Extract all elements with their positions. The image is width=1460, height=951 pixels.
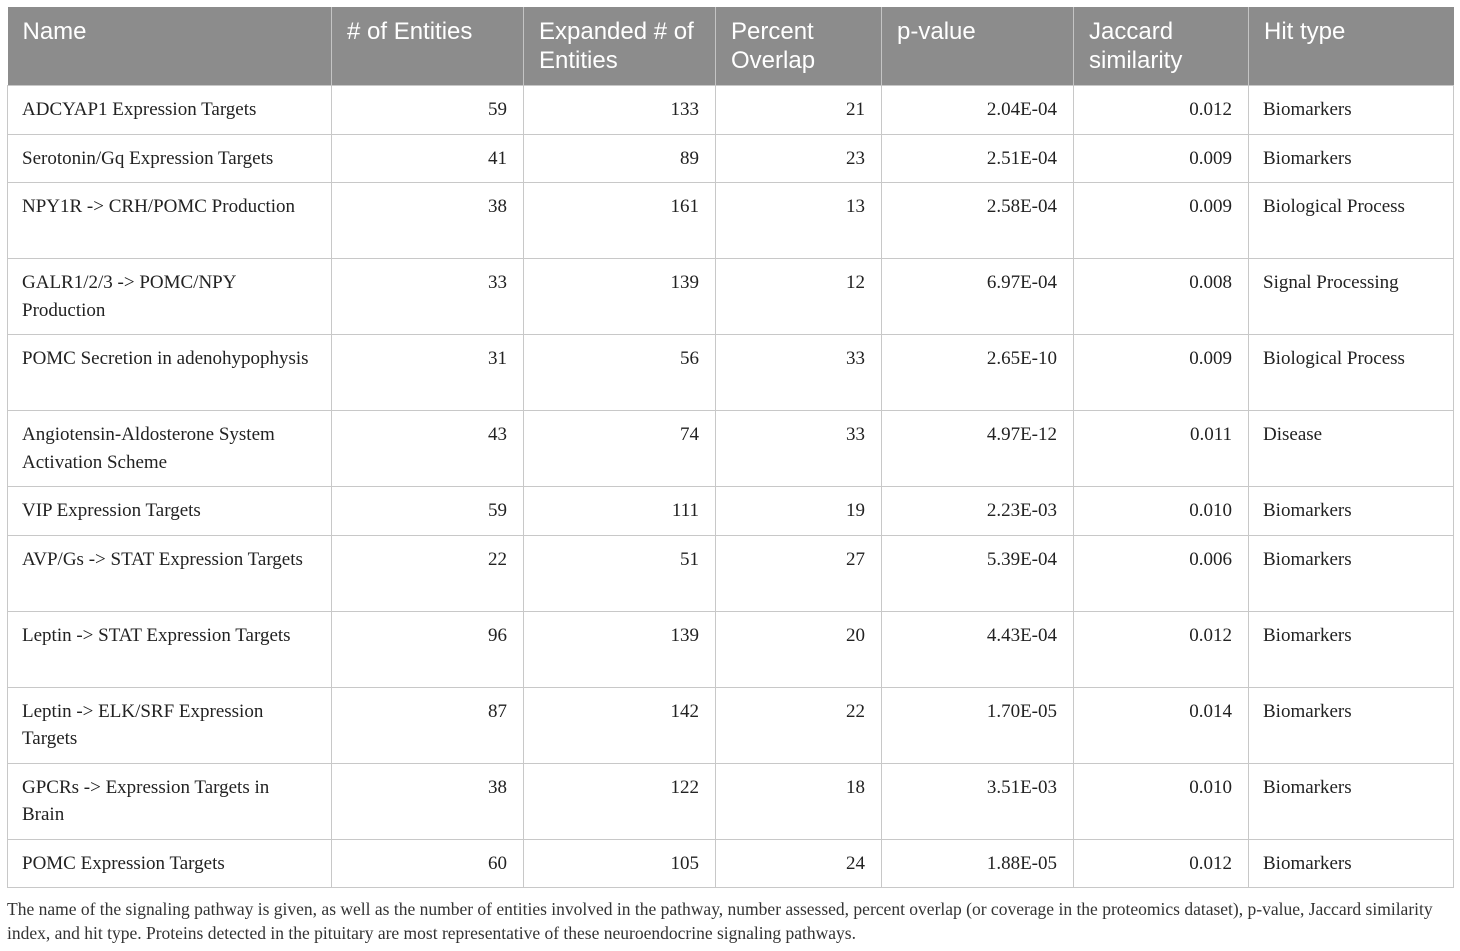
cell-hit-type: Biomarkers	[1249, 535, 1454, 611]
cell-overlap: 19	[716, 487, 882, 536]
cell-jaccard: 0.006	[1074, 535, 1249, 611]
cell-hit-type: Signal Processing	[1249, 259, 1454, 335]
cell-entities: 87	[332, 687, 524, 763]
cell-overlap: 21	[716, 86, 882, 135]
cell-p-value: 6.97E-04	[882, 259, 1074, 335]
cell-jaccard: 0.010	[1074, 763, 1249, 839]
cell-p-value: 3.51E-03	[882, 763, 1074, 839]
cell-overlap: 22	[716, 687, 882, 763]
cell-entities: 33	[332, 259, 524, 335]
cell-expanded: 56	[524, 335, 716, 411]
cell-name: Serotonin/Gq Expression Targets	[8, 134, 332, 183]
cell-entities: 60	[332, 839, 524, 888]
cell-entities: 96	[332, 611, 524, 687]
cell-p-value: 5.39E-04	[882, 535, 1074, 611]
cell-expanded: 139	[524, 259, 716, 335]
cell-expanded: 122	[524, 763, 716, 839]
cell-jaccard: 0.014	[1074, 687, 1249, 763]
table-row	[8, 335, 1454, 411]
cell-entities: 22	[332, 535, 524, 611]
cell-name: GALR1/2/3 -> POMC/NPY Production	[8, 259, 332, 335]
header-jaccard: Jaccard similarity	[1074, 7, 1249, 86]
cell-entities: 38	[332, 763, 524, 839]
cell-name: ADCYAP1 Expression Targets	[8, 86, 332, 135]
cell-expanded: 51	[524, 535, 716, 611]
table-row	[8, 839, 1454, 888]
cell-p-value: 2.04E-04	[882, 86, 1074, 135]
cell-p-value: 4.97E-12	[882, 411, 1074, 487]
cell-hit-type: Biomarkers	[1249, 839, 1454, 888]
cell-p-value: 2.65E-10	[882, 335, 1074, 411]
table-row	[8, 535, 1454, 611]
header-name: Name	[8, 7, 332, 86]
table-row	[8, 134, 1454, 183]
cell-jaccard: 0.009	[1074, 134, 1249, 183]
cell-expanded: 74	[524, 411, 716, 487]
cell-expanded: 133	[524, 86, 716, 135]
pathway-table	[7, 7, 1454, 888]
cell-hit-type: Biomarkers	[1249, 763, 1454, 839]
cell-overlap: 18	[716, 763, 882, 839]
table-row	[8, 611, 1454, 687]
cell-name: Leptin -> ELK/SRF Expression Targets	[8, 687, 332, 763]
cell-jaccard: 0.012	[1074, 839, 1249, 888]
cell-p-value: 4.43E-04	[882, 611, 1074, 687]
cell-overlap: 20	[716, 611, 882, 687]
header-percent-overlap: Percent Overlap	[716, 7, 882, 86]
cell-jaccard: 0.009	[1074, 335, 1249, 411]
header-hit-type: Hit type	[1249, 7, 1454, 86]
cell-p-value: 1.70E-05	[882, 687, 1074, 763]
cell-entities: 38	[332, 183, 524, 259]
header-expanded-entities: Expanded # of Entities	[524, 7, 716, 86]
cell-jaccard: 0.012	[1074, 611, 1249, 687]
cell-expanded: 161	[524, 183, 716, 259]
cell-entities: 31	[332, 335, 524, 411]
cell-name: AVP/Gs -> STAT Expression Targets	[8, 535, 332, 611]
cell-hit-type: Biomarkers	[1249, 487, 1454, 536]
cell-entities: 43	[332, 411, 524, 487]
cell-p-value: 1.88E-05	[882, 839, 1074, 888]
cell-jaccard: 0.009	[1074, 183, 1249, 259]
cell-name: POMC Secretion in adenohypophysis	[8, 335, 332, 411]
cell-entities: 59	[332, 86, 524, 135]
table-row	[8, 411, 1454, 487]
cell-expanded: 111	[524, 487, 716, 536]
cell-hit-type: Biomarkers	[1249, 611, 1454, 687]
table-caption: The name of the signaling pathway is given, as well as the number of entities involved in the pathway, number assessed, percent overlap (or coverage in the proteomics dataset), p-value, Jaccard similarity index, and hit type. Proteins detected in the pituitary are most representative of these neuroendocrine signaling pathways.	[7, 899, 1433, 943]
table-row	[8, 487, 1454, 536]
table-container	[7, 7, 1453, 888]
header-p-value: p-value	[882, 7, 1074, 86]
cell-overlap: 24	[716, 839, 882, 888]
cell-hit-type: Biomarkers	[1249, 86, 1454, 135]
cell-jaccard: 0.012	[1074, 86, 1249, 135]
cell-name: Angiotensin-Aldosterone System Activation Scheme	[8, 411, 332, 487]
cell-hit-type: Biological Process	[1249, 335, 1454, 411]
cell-overlap: 12	[716, 259, 882, 335]
cell-expanded: 139	[524, 611, 716, 687]
cell-p-value: 2.23E-03	[882, 487, 1074, 536]
table-row	[8, 86, 1454, 135]
table-row	[8, 763, 1454, 839]
cell-overlap: 33	[716, 411, 882, 487]
cell-jaccard: 0.010	[1074, 487, 1249, 536]
cell-p-value: 2.51E-04	[882, 134, 1074, 183]
cell-jaccard: 0.011	[1074, 411, 1249, 487]
cell-hit-type: Disease	[1249, 411, 1454, 487]
cell-hit-type: Biomarkers	[1249, 687, 1454, 763]
cell-hit-type: Biological Process	[1249, 183, 1454, 259]
cell-name: NPY1R -> CRH/POMC Production	[8, 183, 332, 259]
cell-expanded: 142	[524, 687, 716, 763]
cell-overlap: 33	[716, 335, 882, 411]
cell-entities: 41	[332, 134, 524, 183]
cell-overlap: 23	[716, 134, 882, 183]
cell-hit-type: Biomarkers	[1249, 134, 1454, 183]
header-row	[8, 7, 1454, 86]
cell-jaccard: 0.008	[1074, 259, 1249, 335]
table-row	[8, 687, 1454, 763]
cell-p-value: 2.58E-04	[882, 183, 1074, 259]
cell-overlap: 27	[716, 535, 882, 611]
table-row	[8, 259, 1454, 335]
cell-name: POMC Expression Targets	[8, 839, 332, 888]
cell-expanded: 105	[524, 839, 716, 888]
cell-overlap: 13	[716, 183, 882, 259]
cell-name: Leptin -> STAT Expression Targets	[8, 611, 332, 687]
cell-expanded: 89	[524, 134, 716, 183]
cell-entities: 59	[332, 487, 524, 536]
header-entities: # of Entities	[332, 7, 524, 86]
table-row	[8, 183, 1454, 259]
cell-name: VIP Expression Targets	[8, 487, 332, 536]
cell-name: GPCRs -> Expression Targets in Brain	[8, 763, 332, 839]
